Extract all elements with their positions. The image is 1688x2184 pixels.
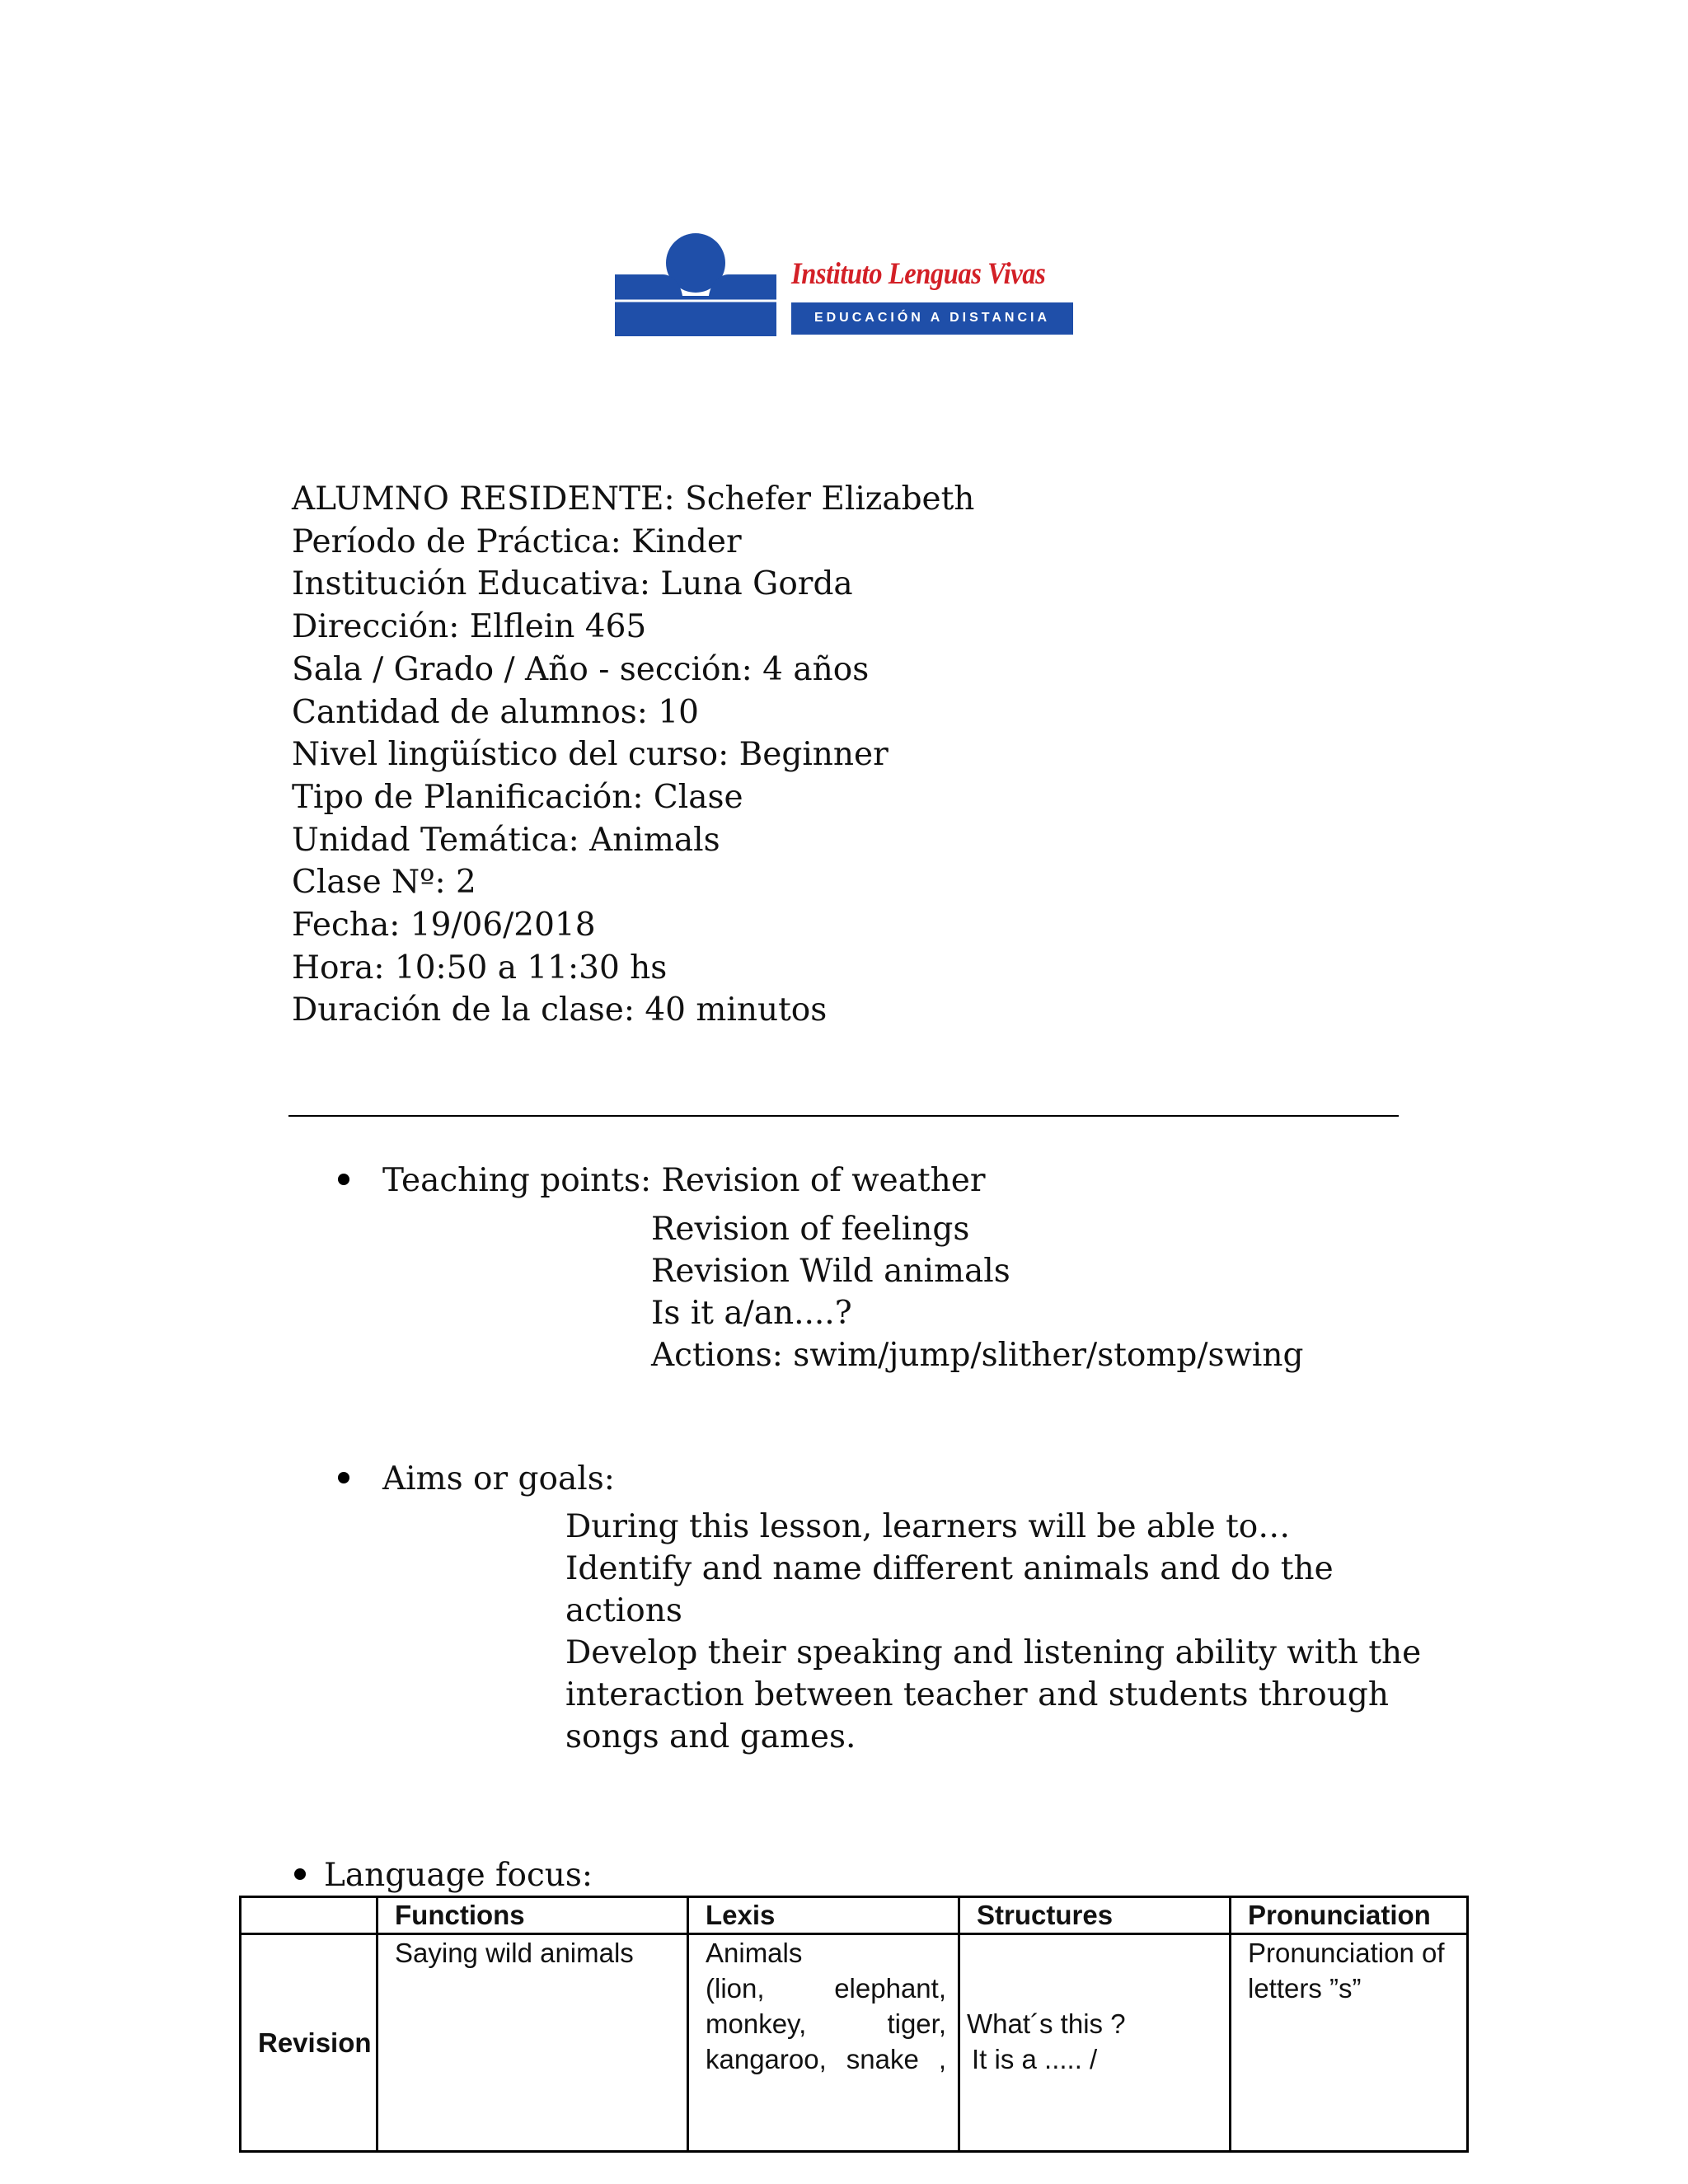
info-line: Período de Práctica: Kinder (292, 523, 742, 560)
info-line: Hora: 10:50 a 11:30 hs (292, 949, 668, 987)
info-line: Duración de la clase: 40 minutos (292, 991, 828, 1029)
student-info (292, 478, 974, 1032)
teaching-points-list (651, 1208, 1303, 1376)
info-line: Unidad Temática: Animals (292, 821, 720, 859)
aims-text (565, 1506, 1422, 1758)
structures-line: It is a ..... / (972, 2044, 1098, 2074)
teaching-point-item: Is it a/an....? (651, 1295, 852, 1332)
language-focus-bullet (294, 1857, 593, 1894)
bullet-icon (294, 1868, 306, 1880)
row-label: Revision (241, 1934, 377, 2152)
structures-line: What´s this ? (967, 2008, 1126, 2039)
info-line: Institución Educativa: Luna Gorda (292, 565, 853, 603)
functions-cell: Saying wild animals (377, 1934, 688, 2152)
info-line: Fecha: 19/06/2018 (292, 907, 596, 944)
lexis-line: monkey, tiger, (706, 2008, 946, 2039)
info-line: Tipo de Planificación: Clase (292, 778, 743, 816)
teaching-point-item: Revision Wild animals (651, 1253, 1010, 1290)
logo-tagline: EDUCACIÓN A DISTANCIA (791, 302, 1073, 335)
teaching-points-label: Teaching points: (382, 1162, 652, 1199)
logo-brand-name: Instituto Lenguas Vivas (791, 257, 1046, 291)
teaching-points-bullet (338, 1162, 985, 1199)
aims-bullet (338, 1460, 615, 1497)
pronunciation-cell (1231, 1934, 1468, 2152)
bullet-icon (338, 1472, 349, 1483)
language-focus-label: Language focus: (324, 1857, 593, 1894)
teaching-point-item: Revision of feelings (651, 1211, 970, 1248)
table-header-cell: Pronunciation (1231, 1897, 1468, 1934)
lexis-line: (lion, elephant, (706, 1973, 946, 2004)
lexis-line: Animals (706, 1938, 803, 1968)
info-line: Clase Nº: 2 (292, 864, 476, 902)
table-header-cell: Functions (377, 1897, 688, 1934)
aims-line: During this lesson, learners will be able to… (565, 1508, 1291, 1545)
info-line: Nivel lingüístico del curso: Beginner (292, 736, 889, 774)
aims-line: songs and games. (565, 1718, 856, 1755)
info-line: Dirección: Elflein 465 (292, 608, 647, 646)
language-focus-table (239, 1896, 1469, 2153)
bullet-icon (338, 1174, 349, 1185)
lexis-cell (688, 1934, 959, 2152)
aims-label: Aims or goals: (382, 1460, 615, 1497)
aims-line: Identify and name different animals and do the (565, 1550, 1334, 1587)
aims-line: interaction between teacher and students through (565, 1676, 1389, 1713)
institution-logo (612, 233, 1081, 336)
teaching-point-item: Revision of weather (661, 1162, 986, 1199)
lexis-line: kangaroo, snake , (706, 2044, 946, 2074)
teaching-point-item: Actions: swim/jump/slither/stomp/swing (651, 1337, 1304, 1374)
table-header-cell: Structures (959, 1897, 1231, 1934)
aims-line: actions (565, 1592, 682, 1629)
table-row (241, 1934, 1468, 2152)
aims-line: Develop their speaking and listening ability with the (565, 1634, 1422, 1671)
info-line: Cantidad de alumnos: 10 (292, 693, 699, 731)
table-header-cell: Lexis (688, 1897, 959, 1934)
pronunciation-line: Pronunciation of (1248, 1938, 1445, 1968)
table-header-cell (241, 1897, 377, 1934)
logo-emblem-icon (615, 233, 776, 336)
info-line: ALUMNO RESIDENTE: Schefer Elizabeth (292, 480, 975, 518)
horizontal-divider (288, 1115, 1399, 1117)
table-header-row (241, 1897, 1468, 1934)
pronunciation-line: letters ”s” (1248, 1973, 1362, 2004)
structures-cell (959, 1934, 1231, 2152)
info-line: Sala / Grado / Año - sección: 4 años (292, 650, 870, 688)
